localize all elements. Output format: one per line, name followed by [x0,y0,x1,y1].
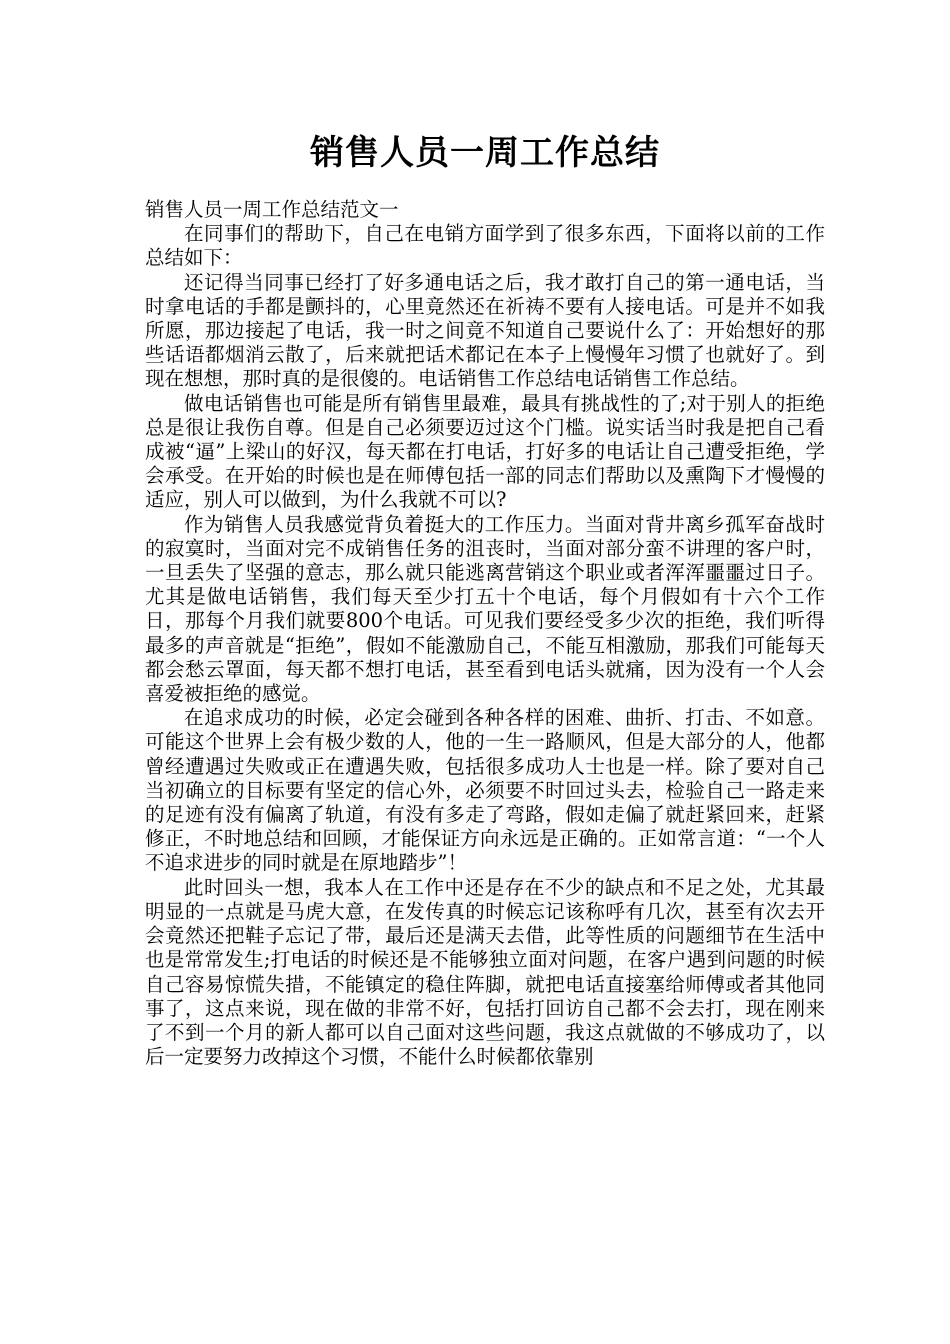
document-page [145,128,825,1069]
document-title: 销售人员一周工作总结 [310,133,660,173]
paragraph-1: 在同事们的帮助下，自己在电销方面学到了很多东西，下面将以前的工作总结如下： [145,222,825,270]
paragraph-5: 在追求成功的时候，必定会碰到各种各样的困难、曲折、打击、不如意。可能这个世界上会有极少数的人，他的一生一路顺风，但是大部分的人，他都曾经遭遇过失败或正在遭遇失败，包括很多成功人士也是一样。除了要对自己当初确立的目标要有坚定的信心外，必须要不时回过头去，检验自己一路走来的足迹有没有偏离了轨道，有没有多走了弯路，假如走偏了就赶紧回来，赶紧修正，不时地总结和回顾，才能保证方向永远是正确的。正如常言道：“一个人不追求进步的同时就是在原地踏步”！ [145,706,825,875]
paragraph-4: 作为销售人员我感觉背负着挺大的工作压力。当面对背井离乡孤军奋战时的寂寞时，当面对完不成销售任务的沮丧时，当面对部分蛮不讲理的客户时，一旦丢失了坚强的意志，那么就只能逃离营销这个职业或者浑浑噩噩过日子。尤其是做电话销售，我们每天至少打五十个电话，每个月假如有十六个工作日，那每个月我们就要800个电话。可见我们要经受多少次的拒绝，我们听得最多的声音就是“拒绝”，假如不能激励自己，不能互相激励，那我们可能每天都会愁云罩面，每天都不想打电话，甚至看到电话头就痛，因为没有一个人会喜爱被拒绝的感觉。 [145,512,825,706]
paragraph-6: 此时回头一想，我本人在工作中还是存在不少的缺点和不足之处，尤其最明显的一点就是马虎大意，在发传真的时候忘记该称呼有几次，甚至有次去开会竟然还把鞋子忘记了带，最后还是满天去借，此等性质的问题细节在生活中也是常常发生;打电话的时候还是不能够独立面对问题，在客户遇到问题的时候自己容易惊慌失措，不能镇定的稳住阵脚，就把电话直接塞给师傅或者其他同事了，这点来说，现在做的非常不好，包括打回访自己都不会去打，现在刚来了不到一个月的新人都可以自己面对这些问题，我这点就做的不够成功了，以后一定要努力改掉这个习惯，不能什么时候都依靠别 [145,875,825,1069]
document-subtitle: 销售人员一周工作总结范文一 [145,198,399,221]
document-body [145,198,825,1069]
paragraph-2: 还记得当同事已经打了好多通电话之后，我才敢打自己的第一通电话，当时拿电话的手都是颤抖的，心里竟然还在祈祷不要有人接电话。可是并不如我所愿，那边接起了电话，我一时之间竟不知道自己要说什么了：开始想好的那些话语都烟消云散了，后来就把话术都记在本子上慢慢年习惯了也就好了。到现在想想，那时真的是很傻的。电话销售工作总结电话销售工作总结。 [145,270,825,391]
paragraph-3: 做电话销售也可能是所有销售里最难，最具有挑战性的了;对于别人的拒绝总是很让我伤自尊。但是自己必须要迈过这个门槛。说实话当时我是把自己看成被“逼”上梁山的好汉，每天都在打电话，打好多的电话让自己遭受拒绝，学会承受。在开始的时候也是在师傅包括一部的同志们帮助以及熏陶下才慢慢的适应，别人可以做到，为什么我就不可以? [145,391,825,512]
